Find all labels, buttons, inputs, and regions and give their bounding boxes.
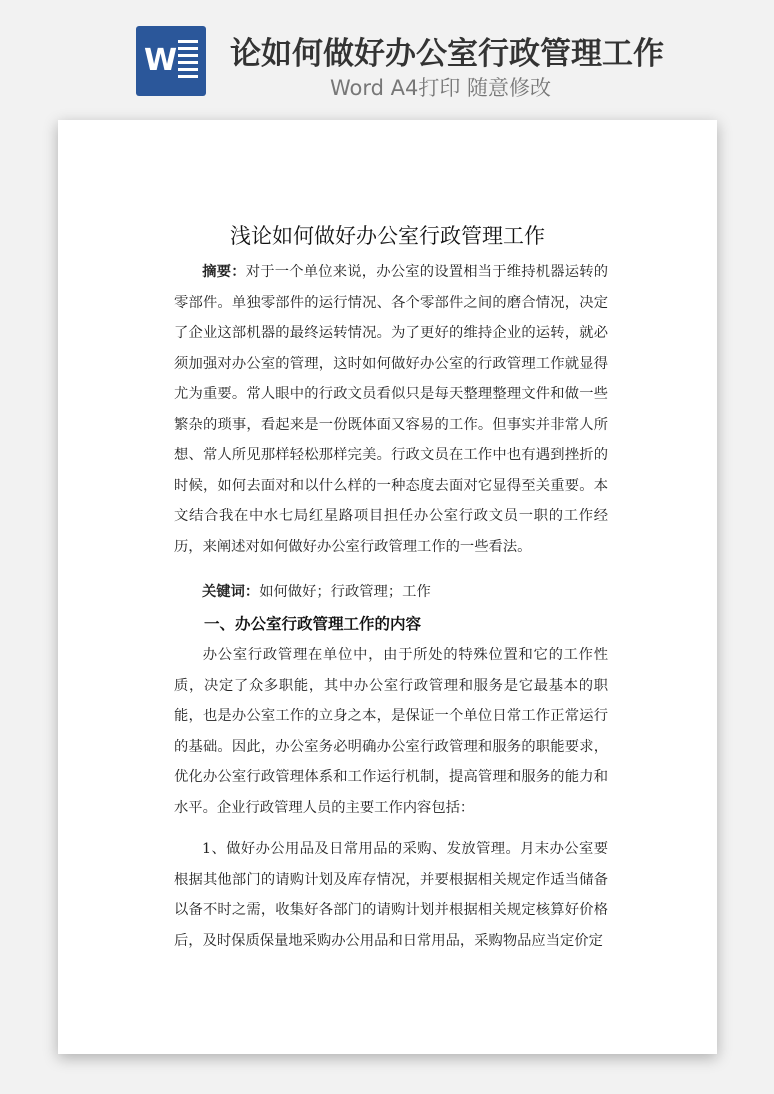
banner-title: 论如何做好办公室行政管理工作 — [230, 36, 664, 72]
keywords-label: 关键词： — [202, 584, 260, 600]
section1-text: 办公室行政管理在单位中，由于所处的特殊位置和它的工作性质，决定了众多职能，其中办公室行政管理和服务是它最基本的职能，也是办公室工作的立身之本，是保证一个单位日常工作正常运行的基础。因此，办公室务必明确办公室行政管理和服务的职能要求，优化办公室行政管理体系和工作运行机制，提高管理和服务的能力和水平。企业行政管理人员的主要工作内容包括： — [174, 647, 608, 816]
item1-paragraph — [174, 834, 608, 956]
keywords-text: 如何做好；行政管理；工作 — [259, 584, 431, 600]
word-icon — [136, 26, 206, 96]
abstract-text: 对于一个单位来说，办公室的设置相当于维持机器运转的零部件。单独零部件的运行情况、各个零部件之间的磨合情况，决定了企业这部机器的最终运转情况。为了更好的维持企业的运转，就必须加强对办公室的管理，这时如何做好办公室的行政管理工作就显得尤为重要。常人眼中的行政文员看似只是每天整理整理文件和做一些繁杂的琐事，看起来是一份既体面又容易的工作。但事实并非常人所想、常人所见那样轻松那样完美。行政文员在工作中也有遇到挫折的时候，如何去面对和以什么样的一种态度去面对它显得至关重要。本文结合我在中水七局红星路项目担任办公室行政文员一职的工作经历，来阐述对如何做好办公室行政管理工作的一些看法。 — [174, 264, 608, 555]
section1-paragraph — [174, 640, 608, 823]
abstract-label: 摘要： — [202, 264, 246, 280]
banner — [0, 0, 774, 118]
keywords-paragraph — [174, 577, 608, 608]
word-icon-lines — [178, 40, 198, 82]
section1-heading: 一、办公室行政管理工作的内容 — [204, 615, 422, 633]
document-title: 浅论如何做好办公室行政管理工作 — [230, 224, 545, 248]
banner-subtitle: Word A4打印 随意修改 — [330, 76, 552, 100]
abstract-paragraph — [174, 257, 608, 562]
item1-text: 1、做好办公用品及日常用品的采购、发放管理。月末办公室要根据其他部门的请购计划及库存情况，并要根据相关规定作适当储备以备不时之需，收集好各部门的请购计划并根据相关规定核算好价格后，及时保质保量地采购办公用品和日常用品，采购物品应当定价定 — [174, 841, 608, 949]
document-page — [58, 120, 717, 1054]
word-icon-letter: W — [144, 43, 178, 78]
